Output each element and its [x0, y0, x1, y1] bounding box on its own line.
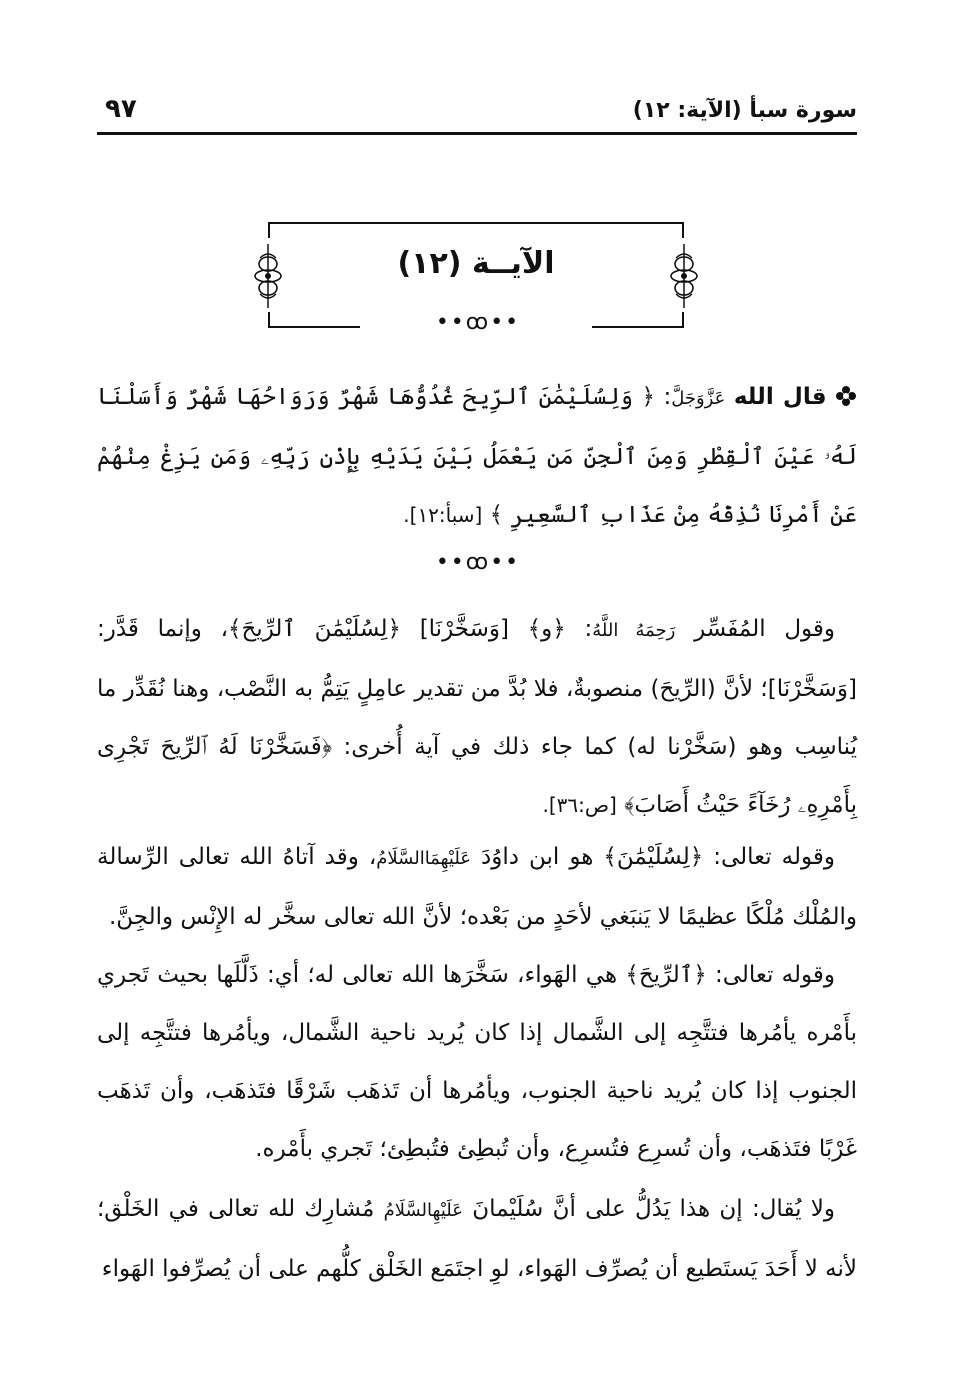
azza-wajal: عَزَّوَجَلَّ — [671, 388, 726, 409]
open-bracket: ﴿ — [641, 384, 655, 410]
commentary-paragraph — [97, 828, 857, 946]
ayah-quote: ﴿فَسَخَّرْنَا لَهُ ٱلرِّيحَ تَجْرِى بِأَمْرِهِۦ رُخَآءً حَيْثُ أَصَابَ﴾ — [97, 734, 857, 818]
paragraph-text: ، وقد آتاهُ الله تعالى الرِّسالة والمُلْك مُلْكًا عظيمًا لا يَنبَغي لأحَدٍ من بَعْده؛ لأنَّ الله تعالى سخَّر له الإِنْس والجِنَّ. — [97, 844, 857, 930]
alayhi-salam: عَلَيْهِالسَّلَامُ — [383, 1200, 463, 1221]
paragraph-text: : ﴿و﴾ [وَسَخَّرْنَا] ﴿لِسُلَيْمَٰنَ ٱلرِّيحَ﴾، وإنما قَدَّر: [وَسَخَّرْنَا]؛ لأنَّ (الرِّيحَ) منصوبةٌ، فلا بُدَّ من تقدير عامِلٍ يَتِمُّ به النَّصْب، وهنا نُقَدِّر ما يُناسِب وهو (سَخَّرْنا له) كما جاء ذلك في آية أُخرى: — [97, 616, 858, 760]
flower-icon — [835, 385, 857, 407]
header-rule — [97, 132, 857, 135]
quote-paragraph — [97, 368, 857, 544]
commentary-paragraph — [97, 946, 857, 1178]
frame-right-tick — [682, 222, 684, 238]
ayah-text: وَلِسُلَيْمَٰنَ ٱلرِّيحَ غُدُوُّهَا شَهْرٌ وَرَوَاحُهَا شَهْرٌ وَأَسَلْنَا لَهُۥ عَيْنَ ٱلْقِطْرِ وَمِنَ ٱلْجِنِّ مَن يَعْمَلُ بَيْنَ يَدَيْهِ بِإِذْنِ رَبِّهِۦ وَمَن يَزِغْ مِنْهُمْ عَنْ أَمْرِنَا نُذِقْهُ مِنْ عَذَابِ ٱلسَّعِيرِ — [97, 384, 857, 528]
running-header — [97, 92, 857, 132]
paragraph-text: وقول المُفَسِّر — [694, 616, 836, 642]
paragraph-text: ولا يُقال: إن هذا يَدُلُّ على أنَّ سُلَيْمانَ — [472, 1196, 836, 1222]
section-ornament: ••ꝏ•• — [435, 550, 521, 575]
ayah-reference: [سبأ:١٢]. — [403, 503, 483, 527]
intro-text: قال الله — [733, 384, 827, 410]
section-ornament: ••ꝏ•• — [435, 310, 521, 335]
paragraph-text: وقوله تعالى: ﴿لِسُلَيْمَٰنَ﴾ هو ابن داوُدَ — [481, 844, 835, 870]
frame-bottom-left-line — [268, 326, 360, 328]
rahimahu-allah: رَحِمَهُ اللَّهُ — [592, 620, 676, 641]
colon: : — [663, 384, 672, 410]
ayah-reference: [ص:٣٦]. — [542, 793, 617, 817]
ayah-title: الآيــة (١٢) — [397, 246, 555, 281]
close-bracket: ﴾ — [489, 502, 504, 528]
frame-top-line — [268, 222, 684, 224]
alayhima-salam: عَلَيْهِمَاالسَّلَامُ — [376, 848, 472, 869]
paragraph-text: مُشارِك لله تعالى في الخَلْق؛ لأنه لا أَحَدَ يَستَطيع أن يُصرِّف الهَواء، لوِ اجتَمَع الخَلْق كلُّهم على أن يُصرِّفوا الهَواء — [97, 1196, 857, 1282]
surah-label: سورة سبأ (الآية: ١٢) — [632, 98, 857, 123]
commentary-paragraph — [97, 600, 857, 834]
frame-bottom-right-line — [592, 326, 684, 328]
commentary-paragraph — [97, 1180, 857, 1298]
page-number: ٩٧ — [105, 94, 137, 124]
paragraph-text: وقوله تعالى: ﴿ٱلرِّيحَ﴾ هي الهَواء، سَخَّرَها الله تعالى له؛ أي: ذَلَّلَها بحيث تَجري بأَمْره يأمُرها فتتَّجِه إلى الشَّمال إذا كان يُريد ناحية الشَّمال، ويأمُرها فتتَّجِه إلى الجنوب إذا كان يُريد ناحية الجنوب، ويأمُرها أن تَذهَب شَرْقًا فتَذهَب، وأن تَذهَب غَرْبًا فتَذهَب، وأن تُسرِع فتُسرِع، وأن تُبطِئ فتُبطِئ؛ تَجري بأَمْره. — [97, 962, 857, 1162]
frame-left-tick — [268, 222, 270, 238]
